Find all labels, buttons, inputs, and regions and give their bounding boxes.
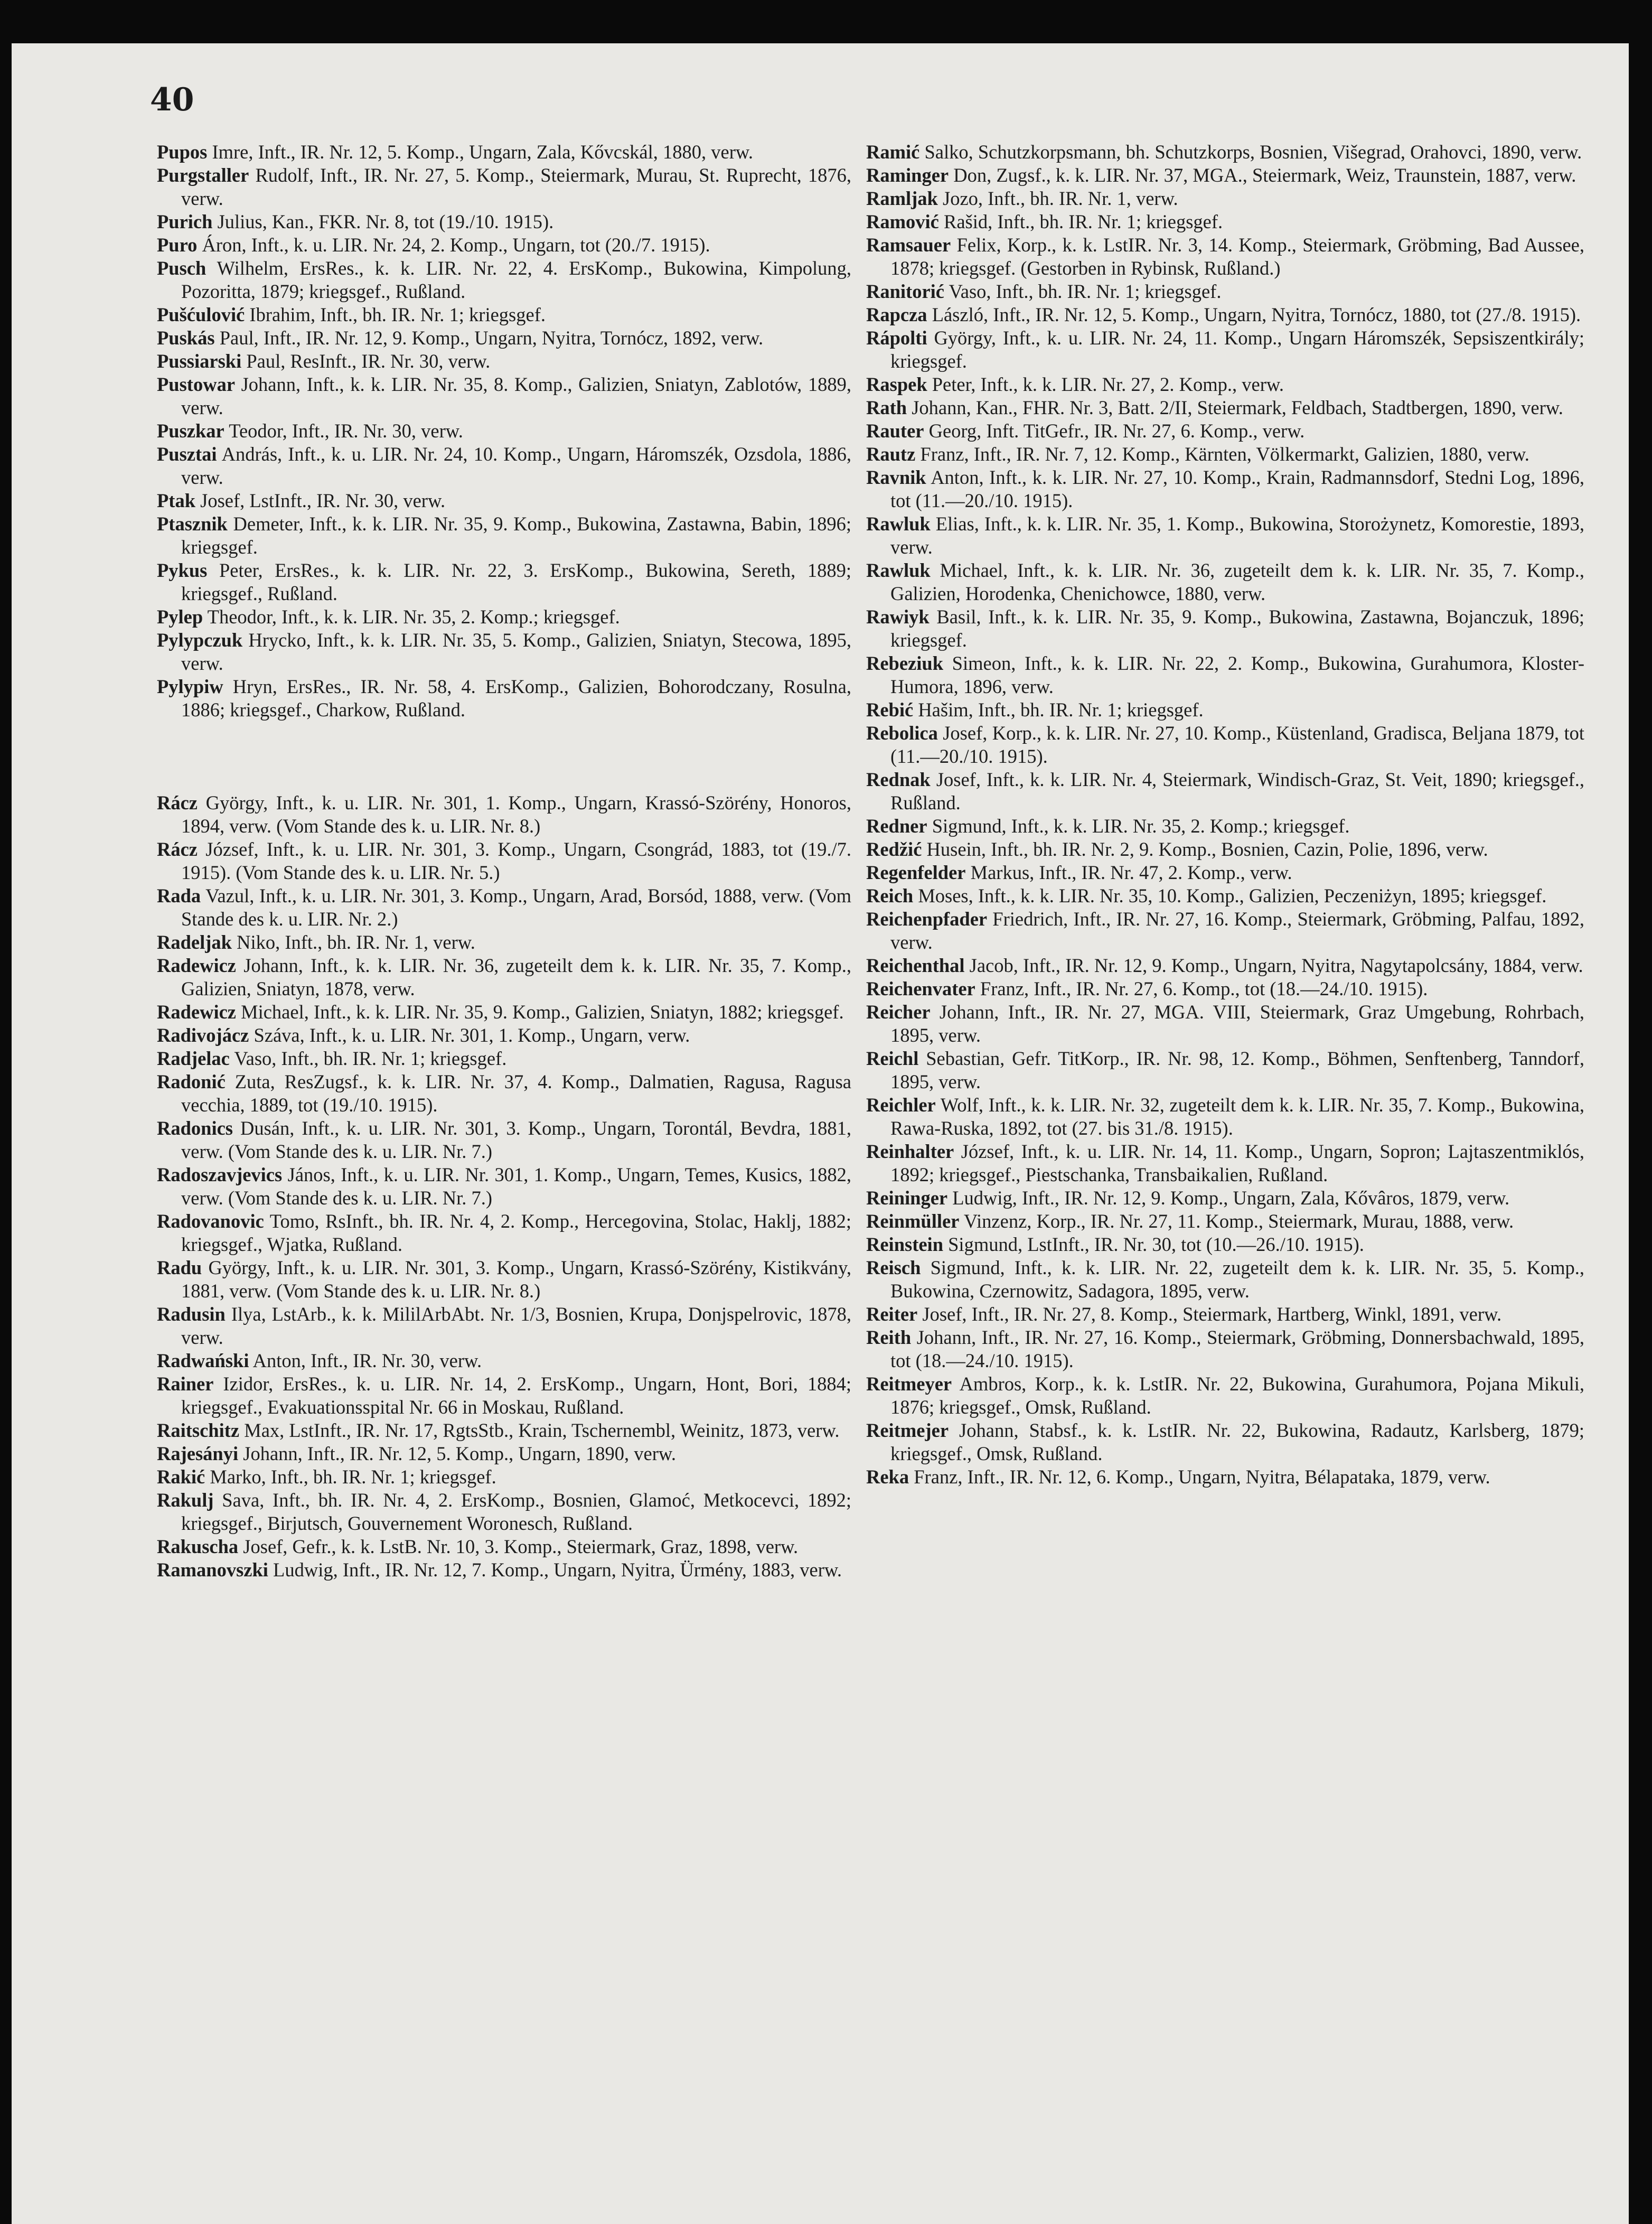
- entry-surname: Ramić: [866, 141, 920, 163]
- list-entry: [157, 629, 851, 675]
- list-entry: [157, 954, 851, 1001]
- entry-details: Sigmund, LstInft., IR. Nr. 30, tot (10.—26./10. 1915).: [943, 1234, 1364, 1255]
- entry-surname: Rauter: [866, 420, 924, 442]
- entry-details: Tomo, RsInft., bh. IR. Nr. 4, 2. Komp., Hercegovina, Stolac, Haklj, 1882; kriegsgef., Wjatka, Rußland.: [181, 1210, 851, 1255]
- entry-surname: Radu: [157, 1257, 202, 1278]
- entry-surname: Radusin: [157, 1303, 226, 1325]
- list-entry: [157, 326, 851, 350]
- entry-surname: Reinhalter: [866, 1141, 954, 1162]
- list-entry: [866, 815, 1584, 838]
- entry-surname: Radeljak: [157, 931, 232, 953]
- list-entry: [866, 1094, 1584, 1140]
- list-entry: [157, 1558, 851, 1582]
- page-number: 40: [150, 81, 194, 118]
- list-entry: [157, 1210, 851, 1256]
- entry-surname: Rakulj: [157, 1489, 214, 1511]
- entry-surname: Rawiyk: [866, 606, 930, 628]
- entry-details: Simeon, Inft., k. k. LIR. Nr. 22, 2. Komp., Bukowina, Gurahumora, Kloster-Humora, 1896, verw.: [890, 652, 1584, 697]
- entry-details: Johann, Inft., IR. Nr. 27, 16. Komp., Steiermark, Gröbming, Donnersbachwald, 1895, tot (18.—24./10. 1915).: [890, 1326, 1584, 1371]
- list-entry: [157, 512, 851, 559]
- entry-surname: Raminger: [866, 164, 949, 186]
- entry-details: Hryn, ErsRes., IR. Nr. 58, 4. ErsKomp., Galizien, Bohorodczany, Rosulna, 1886; kriegsgef., Charkow, Rußland.: [181, 676, 851, 721]
- list-entry: [157, 1372, 851, 1419]
- list-entry: [866, 908, 1584, 954]
- entry-details: Demeter, Inft., k. k. LIR. Nr. 35, 9. Komp., Bukowina, Zastawna, Babin, 1896; kriegsgef.: [181, 513, 851, 558]
- entry-surname: Radovanovic: [157, 1210, 264, 1232]
- list-entry: [157, 675, 851, 722]
- entry-surname: Rawluk: [866, 513, 931, 535]
- entry-details: Anton, Inft., IR. Nr. 30, verw.: [249, 1350, 482, 1371]
- list-entry: [866, 838, 1584, 861]
- list-entry: [157, 1163, 851, 1210]
- entry-details: Wilhelm, ErsRes., k. k. LIR. Nr. 22, 4. ErsKomp., Bukowina, Kimpolung, Pozoritta, 1879; kriegsgef., Rußland.: [181, 257, 851, 302]
- list-entry: [157, 443, 851, 489]
- entry-surname: Rainer: [157, 1373, 214, 1395]
- entry-details: Ludwig, Inft., IR. Nr. 12, 9. Komp., Ungarn, Zala, Kővâros, 1879, verw.: [947, 1187, 1510, 1209]
- list-entry: [866, 443, 1584, 466]
- entry-surname: Radwański: [157, 1350, 249, 1371]
- entry-surname: Reich: [866, 885, 914, 907]
- entry-details: Paul, ResInft., IR. Nr. 30, verw.: [241, 350, 491, 372]
- entry-surname: Rebić: [866, 699, 914, 721]
- list-entry: [866, 280, 1584, 303]
- list-entry: [157, 210, 851, 233]
- entry-details: Anton, Inft., k. k. LIR. Nr. 27, 10. Komp., Krain, Radmannsdorf, Stedni Log, 1896, tot (11.—20./10. 1915).: [890, 466, 1584, 511]
- list-entry: [157, 1256, 851, 1303]
- entry-surname: Ramanovszki: [157, 1559, 268, 1581]
- entry-details: Johann, Inft., IR. Nr. 27, MGA. VIII, Steiermark, Graz Umgebung, Rohrbach, 1895, verw.: [890, 1001, 1584, 1046]
- entry-surname: Ramsauer: [866, 234, 951, 256]
- entry-surname: Puszkar: [157, 420, 224, 442]
- entry-surname: Purgstaller: [157, 164, 249, 186]
- entry-surname: Rápolti: [866, 327, 927, 349]
- entry-details: György, Inft., k. u. LIR. Nr. 24, 11. Komp., Ungarn Háromszék, Sepsiszentkirály; kriegsgef.: [890, 327, 1584, 372]
- entry-surname: Rawluk: [866, 559, 931, 581]
- entry-surname: Pusch: [157, 257, 207, 279]
- list-entry: [866, 722, 1584, 768]
- entry-details: Friedrich, Inft., IR. Nr. 27, 16. Komp., Steiermark, Gröbming, Palfau, 1892, verw.: [890, 908, 1584, 953]
- entry-details: Theodor, Inft., k. k. LIR. Nr. 35, 2. Komp.; kriegsgef.: [203, 606, 620, 628]
- entry-surname: Raspek: [866, 373, 927, 395]
- entry-details: Johann, Inft., k. k. LIR. Nr. 35, 8. Komp., Galizien, Sniatyn, Zablotów, 1889, verw.: [181, 373, 851, 418]
- entry-surname: Reicher: [866, 1001, 931, 1023]
- entry-details: Ibrahim, Inft., bh. IR. Nr. 1; kriegsgef.: [245, 304, 546, 325]
- list-entry: [866, 977, 1584, 1001]
- list-entry: [157, 1303, 851, 1349]
- entry-details: Imre, Inft., IR. Nr. 12, 5. Komp., Ungarn, Zala, Kővcskál, 1880, verw.: [207, 141, 753, 163]
- entry-surname: Reinstein: [866, 1234, 943, 1255]
- list-entry: [866, 233, 1584, 280]
- entry-surname: Ptasznik: [157, 513, 228, 535]
- entry-details: Salko, Schutzkorpsmann, bh. Schutzkorps, Bosnien, Višegrad, Orahovci, 1890, verw.: [919, 141, 1582, 163]
- entry-details: Don, Zugsf., k. k. LIR. Nr. 37, MGA., Steiermark, Weiz, Traunstein, 1887, verw.: [949, 164, 1576, 186]
- list-entry: [866, 373, 1584, 396]
- document-page: [12, 43, 1629, 2224]
- list-entry: [157, 884, 851, 931]
- entry-surname: Pustowar: [157, 373, 236, 395]
- entry-details: Jacob, Inft., IR. Nr. 12, 9. Komp., Ungarn, Nyitra, Nagytapolcsány, 1884, verw.: [964, 955, 1583, 976]
- list-entry: [866, 466, 1584, 512]
- list-entry: [866, 698, 1584, 722]
- list-entry: [157, 559, 851, 605]
- entry-details: Josef, Inft., IR. Nr. 27, 8. Komp., Steiermark, Hartberg, Winkl, 1891, verw.: [917, 1303, 1502, 1325]
- entry-details: Peter, Inft., k. k. LIR. Nr. 27, 2. Komp., verw.: [927, 373, 1284, 395]
- list-entry: [157, 1117, 851, 1163]
- entry-details: György, Inft., k. u. LIR. Nr. 301, 3. Komp., Ungarn, Krassó-Szörény, Kistikvány, 1881, verw. (Vom Stande des k. u. LIR. Nr. 8.): [181, 1257, 851, 1302]
- list-entry: [866, 652, 1584, 698]
- list-entry: [157, 1001, 851, 1024]
- entry-details: Josef, LstInft., IR. Nr. 30, verw.: [195, 490, 446, 511]
- list-entry: [157, 350, 851, 373]
- entry-surname: Redžić: [866, 838, 922, 860]
- list-entry: [866, 164, 1584, 187]
- list-entry: [157, 1442, 851, 1465]
- entry-surname: Radonić: [157, 1071, 226, 1092]
- list-entry: [157, 141, 851, 164]
- list-entry: [157, 838, 851, 884]
- entry-surname: Redner: [866, 815, 927, 837]
- entry-surname: Ramljak: [866, 188, 938, 209]
- list-entry: [157, 1535, 851, 1558]
- entry-details: Moses, Inft., k. k. LIR. Nr. 35, 10. Komp., Galizien, Peczeniżyn, 1895; kriegsgef.: [913, 885, 1547, 907]
- list-entry: [157, 1024, 851, 1047]
- entry-surname: Radewicz: [157, 955, 237, 976]
- entry-details: Johann, Inft., IR. Nr. 12, 5. Komp., Ungarn, 1890, verw.: [238, 1443, 677, 1464]
- right-column: [866, 141, 1584, 1489]
- entry-surname: Reitmeyer: [866, 1373, 952, 1395]
- entry-surname: Reichler: [866, 1094, 936, 1116]
- entry-details: Áron, Inft., k. u. LIR. Nr. 24, 2. Komp., Ungarn, tot (20./7. 1915).: [197, 234, 710, 256]
- entry-details: Marko, Inft., bh. IR. Nr. 1; kriegsgef.: [205, 1466, 496, 1488]
- entry-details: András, Inft., k. u. LIR. Nr. 24, 10. Komp., Ungarn, Háromszék, Ozsdola, 1886, verw.: [181, 443, 851, 488]
- entry-details: Rudolf, Inft., IR. Nr. 27, 5. Komp., Steiermark, Murau, St. Ruprecht, 1876, verw.: [181, 164, 851, 209]
- entry-surname: Rebolica: [866, 722, 938, 744]
- list-entry: [157, 164, 851, 210]
- list-entry: [866, 1186, 1584, 1210]
- entry-details: Sigmund, Inft., k. k. LIR. Nr. 35, 2. Komp.; kriegsgef.: [927, 815, 1350, 837]
- entry-details: Felix, Korp., k. k. LstIR. Nr. 3, 14. Komp., Steiermark, Gröbming, Bad Aussee, 1878; kriegsgef. (Gestorben in Rybinsk, Rußland.): [890, 234, 1584, 279]
- list-entry: [157, 489, 851, 512]
- list-entry: [157, 931, 851, 954]
- list-entry: [157, 419, 851, 443]
- entry-surname: Purich: [157, 211, 213, 232]
- entry-details: Peter, ErsRes., k. k. LIR. Nr. 22, 3. ErsKomp., Bukowina, Sereth, 1889; kriegsgef., Rußland.: [181, 559, 851, 604]
- entry-surname: Regenfelder: [866, 862, 966, 883]
- entry-surname: Pylypiw: [157, 676, 223, 697]
- entry-details: Jozo, Inft., bh. IR. Nr. 1, verw.: [937, 188, 1178, 209]
- list-entry: [866, 303, 1584, 326]
- entry-details: Husein, Inft., bh. IR. Nr. 2, 9. Komp., Bosnien, Cazin, Polie, 1896, verw.: [922, 838, 1488, 860]
- entry-surname: Ramović: [866, 211, 939, 232]
- entry-surname: Puskás: [157, 327, 215, 349]
- entry-surname: Reiter: [866, 1303, 918, 1325]
- list-entry: [866, 954, 1584, 977]
- entry-details: Johann, Kan., FHR. Nr. 3, Batt. 2/II, Steiermark, Feldbach, Stadtbergen, 1890, verw.: [907, 397, 1563, 418]
- entry-surname: Reisch: [866, 1257, 921, 1278]
- list-entry: [866, 141, 1584, 164]
- entry-details: József, Inft., k. u. LIR. Nr. 301, 3. Komp., Ungarn, Csongrád, 1883, tot (19./7. 1915). (Vom Stande des k. u. LIR. Nr. 5.): [181, 838, 851, 883]
- entry-surname: Reininger: [866, 1187, 948, 1209]
- list-entry: [157, 1419, 851, 1442]
- list-entry: [866, 1001, 1584, 1047]
- entry-surname: Radonics: [157, 1117, 233, 1139]
- entry-details: Julius, Kan., FKR. Nr. 8, tot (19./10. 1915).: [212, 211, 554, 232]
- list-entry: [866, 1419, 1584, 1465]
- list-entry: [866, 605, 1584, 652]
- entry-surname: Rapcza: [866, 304, 927, 325]
- entry-details: Michael, Inft., k. k. LIR. Nr. 35, 9. Komp., Galizien, Sniatyn, 1882; kriegsgef.: [236, 1001, 844, 1023]
- entry-details: Markus, Inft., IR. Nr. 47, 2. Komp., verw.: [965, 862, 1292, 883]
- list-entry: [866, 559, 1584, 605]
- entry-surname: Rautz: [866, 443, 916, 465]
- entry-surname: Rath: [866, 397, 907, 418]
- list-entry: [866, 861, 1584, 884]
- list-entry: [866, 1465, 1584, 1489]
- list-entry: [866, 768, 1584, 815]
- entry-surname: Reinmüller: [866, 1210, 960, 1232]
- entry-surname: Rebeziuk: [866, 652, 943, 674]
- list-entry: [157, 605, 851, 629]
- list-entry: [866, 419, 1584, 443]
- entry-surname: Radjelac: [157, 1048, 230, 1069]
- entry-details: Vinzenz, Korp., IR. Nr. 27, 11. Komp., Steiermark, Murau, 1888, verw.: [959, 1210, 1514, 1232]
- entry-details: János, Inft., k. u. LIR. Nr. 301, 1. Komp., Ungarn, Temes, Kusics, 1882, verw. (Vom Stande des k. u. LIR. Nr. 7.): [181, 1164, 851, 1209]
- entry-surname: Reichl: [866, 1048, 919, 1069]
- list-entry: [866, 1233, 1584, 1256]
- entry-surname: Rakuscha: [157, 1536, 239, 1557]
- list-entry: [157, 303, 851, 326]
- list-entry: [866, 187, 1584, 210]
- list-entry: [866, 1210, 1584, 1233]
- entry-details: Josef, Korp., k. k. LIR. Nr. 27, 10. Komp., Küstenland, Gradisca, Beljana 1879, tot (11.—20./10. 1915).: [890, 722, 1584, 767]
- entry-surname: Raitschitz: [157, 1419, 240, 1441]
- entry-details: Niko, Inft., bh. IR. Nr. 1, verw.: [231, 931, 475, 953]
- entry-surname: Reichenpfader: [866, 908, 988, 930]
- entry-details: Vaso, Inft., bh. IR. Nr. 1; kriegsgef.: [229, 1048, 507, 1069]
- entry-details: Georg, Inft. TitGefr., IR. Nr. 27, 6. Komp., verw.: [924, 420, 1305, 442]
- entry-surname: Pušćulović: [157, 304, 245, 325]
- entry-details: Ilya, LstArb., k. k. MililArbAbt. Nr. 1/3, Bosnien, Krupa, Donjspelrovic, 1878, verw.: [181, 1303, 851, 1348]
- entry-surname: Radoszavjevics: [157, 1164, 283, 1185]
- entry-details: Hrycko, Inft., k. k. LIR. Nr. 35, 5. Komp., Galizien, Sniatyn, Stecowa, 1895, verw.: [181, 629, 851, 674]
- entry-details: Száva, Inft., k. u. LIR. Nr. 301, 1. Komp., Ungarn, verw.: [249, 1024, 690, 1046]
- list-entry: [866, 512, 1584, 559]
- entry-surname: Reichenthal: [866, 955, 965, 976]
- entry-surname: Pykus: [157, 559, 208, 581]
- entry-details: Paul, Inft., IR. Nr. 12, 9. Komp., Ungarn, Nyitra, Tornócz, 1892, verw.: [214, 327, 764, 349]
- list-entry: [157, 233, 851, 257]
- list-entry: [157, 1465, 851, 1489]
- entry-details: Michael, Inft., k. k. LIR. Nr. 36, zugeteilt dem k. k. LIR. Nr. 35, 7. Komp., Galizien, Horodenka, Chenichowce, 1880, verw.: [890, 559, 1584, 604]
- entry-surname: Reitmejer: [866, 1419, 949, 1441]
- list-entry: [866, 1372, 1584, 1419]
- entry-surname: Rácz: [157, 838, 198, 860]
- list-entry: [157, 1047, 851, 1070]
- entry-details: Elias, Inft., k. k. LIR. Nr. 35, 1. Komp., Bukowina, Storożynetz, Komorestie, 1893, verw.: [890, 513, 1584, 558]
- entry-details: József, Inft., k. u. LIR. Nr. 14, 11. Komp., Ungarn, Sopron; Lajtaszentmiklós, 1892; kriegsgef., Piestschanka, Transbaikalien, Rußland.: [890, 1141, 1584, 1185]
- entry-details: Vazul, Inft., k. u. LIR. Nr. 301, 3. Komp., Ungarn, Arad, Borsód, 1888, verw. (Vom Stande des k. u. LIR. Nr. 2.): [181, 885, 851, 930]
- entry-surname: Radivojácz: [157, 1024, 249, 1046]
- entry-details: Izidor, ErsRes., k. u. LIR. Nr. 14, 2. ErsKomp., Ungarn, Hont, Bori, 1884; kriegsgef., Evakuationsspital Nr. 66 in Moskau, Rußland.: [181, 1373, 851, 1418]
- entry-surname: Ranitorić: [866, 281, 944, 302]
- list-entry: [866, 1047, 1584, 1094]
- entry-surname: Rakić: [157, 1466, 205, 1488]
- entry-surname: Ravnik: [866, 466, 926, 488]
- entry-surname: Puro: [157, 234, 198, 256]
- entry-surname: Reka: [866, 1466, 909, 1488]
- list-entry: [866, 1256, 1584, 1303]
- list-entry: [866, 1303, 1584, 1326]
- entry-details: Sava, Inft., bh. IR. Nr. 4, 2. ErsKomp., Bosnien, Glamoć, Metkocevci, 1892; kriegsgef., Birjutsch, Gouvernement Woronesch, Rußland.: [181, 1489, 851, 1534]
- entry-details: Teodor, Inft., IR. Nr. 30, verw.: [224, 420, 463, 442]
- section-gap: [157, 722, 851, 791]
- list-entry: [157, 1349, 851, 1372]
- entry-surname: Radewicz: [157, 1001, 237, 1023]
- entry-details: László, Inft., IR. Nr. 12, 5. Komp., Ungarn, Nyitra, Tornócz, 1880, tot (27./8. 1915).: [927, 304, 1581, 325]
- entry-details: György, Inft., k. u. LIR. Nr. 301, 1. Komp., Ungarn, Krassó-Szörény, Honoros, 1894, verw. (Vom Stande des k. u. LIR. Nr. 8.): [181, 792, 851, 837]
- entry-surname: Rada: [157, 885, 201, 907]
- entry-details: Sigmund, Inft., k. k. LIR. Nr. 22, zugeteilt dem k. k. LIR. Nr. 35, 5. Komp., Bukowina, Czernowitz, Sadagora, 1895, verw.: [890, 1257, 1584, 1302]
- entry-details: Basil, Inft., k. k. LIR. Nr. 35, 9. Komp., Bukowina, Zastawna, Bojanczuk, 1896; kriegsgef.: [890, 606, 1584, 651]
- entry-surname: Reith: [866, 1326, 912, 1348]
- list-entry: [157, 1070, 851, 1117]
- list-entry: [157, 1489, 851, 1535]
- entry-details: Josef, Inft., k. k. LIR. Nr. 4, Steiermark, Windisch-Graz, St. Veit, 1890; kriegsgef., Rußland.: [890, 769, 1584, 814]
- entry-details: Johann, Inft., k. k. LIR. Nr. 36, zugeteilt dem k. k. LIR. Nr. 35, 7. Komp., Galizien, Sniatyn, 1878, verw.: [181, 955, 851, 999]
- entry-surname: Ptak: [157, 490, 195, 511]
- entry-surname: Rajesányi: [157, 1443, 239, 1464]
- entry-details: Wolf, Inft., k. k. LIR. Nr. 32, zugeteilt dem k. k. LIR. Nr. 35, 7. Komp., Bukowina, Rawa-Ruska, 1892, tot (27. bis 31./8. 1915).: [890, 1094, 1584, 1139]
- entry-surname: Reichenvater: [866, 978, 975, 999]
- list-entry: [866, 326, 1584, 373]
- entry-details: Dusán, Inft., k. u. LIR. Nr. 301, 3. Komp., Ungarn, Torontál, Bevdra, 1881, verw. (Vom Stande des k. u. LIR. Nr. 7.): [181, 1117, 851, 1162]
- entry-details: Franz, Inft., IR. Nr. 27, 6. Komp., tot (18.—24./10. 1915).: [975, 978, 1428, 999]
- entry-details: Johann, Stabsf., k. k. LstIR. Nr. 22, Bukowina, Radautz, Karlsberg, 1879; kriegsgef., Omsk, Rußland.: [890, 1419, 1584, 1464]
- list-entry: [866, 396, 1584, 419]
- entry-details: Max, LstInft., IR. Nr. 17, RgtsStb., Krain, Tschernembl, Weinitz, 1873, verw.: [239, 1419, 840, 1441]
- entry-surname: Rednak: [866, 769, 931, 790]
- entry-details: Ludwig, Inft., IR. Nr. 12, 7. Komp., Ungarn, Nyitra, Ürmény, 1883, verw.: [268, 1559, 842, 1581]
- list-entry: [157, 257, 851, 303]
- entry-surname: Pylypczuk: [157, 629, 243, 651]
- entry-details: Rašid, Inft., bh. IR. Nr. 1; kriegsgef.: [938, 211, 1223, 232]
- list-entry: [866, 210, 1584, 233]
- entry-surname: Pylep: [157, 606, 203, 628]
- entry-details: Josef, Gefr., k. k. LstB. Nr. 10, 3. Komp., Steiermark, Graz, 1898, verw.: [238, 1536, 799, 1557]
- entry-details: Zuta, ResZugsf., k. k. LIR. Nr. 37, 4. Komp., Dalmatien, Ragusa, Ragusa vecchia, 1889, tot (19./10. 1915).: [181, 1071, 851, 1116]
- entry-surname: Pupos: [157, 141, 208, 163]
- entry-surname: Pussiarski: [157, 350, 242, 372]
- entry-details: Ambros, Korp., k. k. LstIR. Nr. 22, Bukowina, Gurahumora, Pojana Mikuli, 1876; kriegsgef., Omsk, Rußland.: [890, 1373, 1584, 1418]
- entry-details: Franz, Inft., IR. Nr. 12, 6. Komp., Ungarn, Nyitra, Bélapataka, 1879, verw.: [909, 1466, 1490, 1488]
- entry-details: Vaso, Inft., bh. IR. Nr. 1; kriegsgef.: [944, 281, 1222, 302]
- entry-surname: Rácz: [157, 792, 198, 814]
- list-entry: [866, 884, 1584, 908]
- entry-surname: Pusztai: [157, 443, 217, 465]
- left-column: [157, 141, 851, 1582]
- entry-details: Sebastian, Gefr. TitKorp., IR. Nr. 98, 12. Komp., Böhmen, Senftenberg, Tanndorf, 1895, verw.: [890, 1048, 1584, 1092]
- list-entry: [866, 1326, 1584, 1372]
- list-entry: [157, 373, 851, 419]
- entry-details: Hašim, Inft., bh. IR. Nr. 1; kriegsgef.: [913, 699, 1204, 721]
- list-entry: [866, 1140, 1584, 1186]
- entry-details: Franz, Inft., IR. Nr. 7, 12. Komp., Kärnten, Völkermarkt, Galizien, 1880, verw.: [915, 443, 1529, 465]
- list-entry: [157, 791, 851, 838]
